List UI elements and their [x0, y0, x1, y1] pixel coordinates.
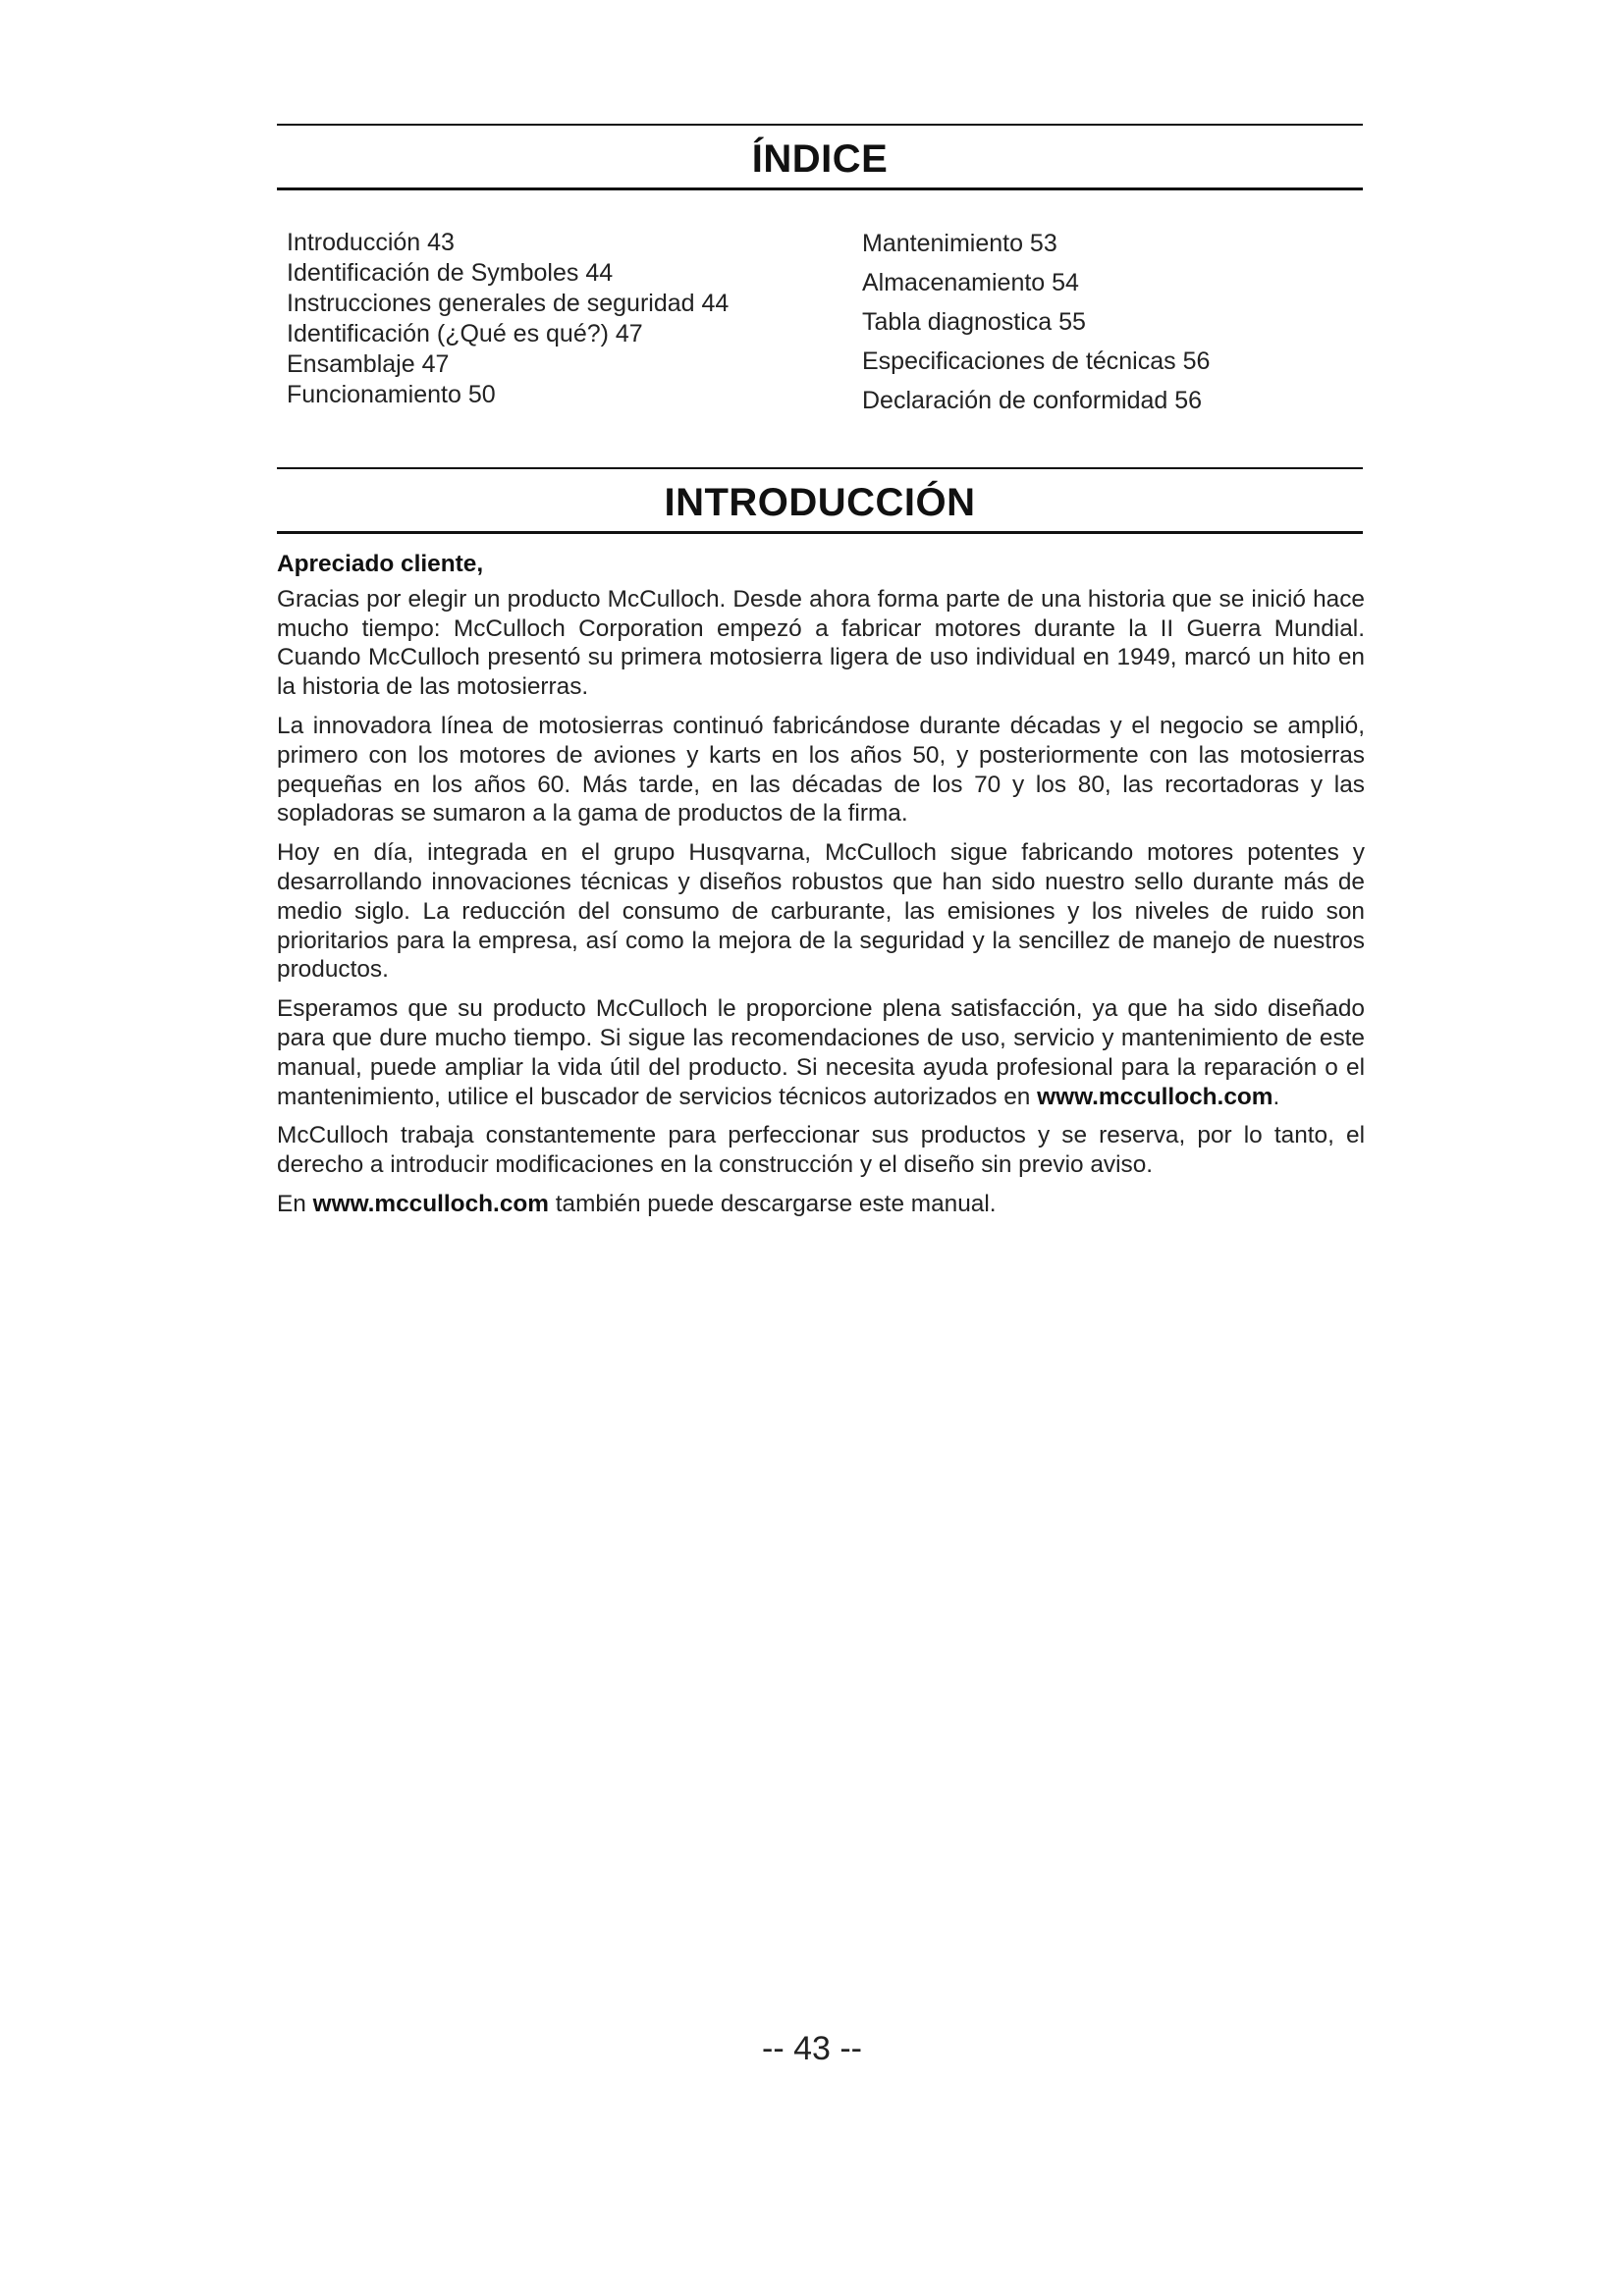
toc-left-column	[287, 228, 729, 410]
toc-item[interactable]: Especificaciones de técnicas 56	[862, 347, 1211, 375]
intro-top-rule	[277, 467, 1363, 469]
toc-right-column	[862, 224, 1210, 420]
intro-bottom-rule	[277, 531, 1363, 534]
website-link[interactable]: www.mcculloch.com	[312, 1190, 549, 1217]
website-link[interactable]: www.mcculloch.com	[1037, 1083, 1273, 1110]
paragraph: Gracias por elegir un producto McCulloch. Desde ahora forma parte de una historia que se inició hace mucho tiempo: McCulloch Corporation empezó a fabricar motores durante la II Guerra Mundial. Cuando McCulloch presentó su primera motosierra ligera de uso individual en 1949, marcó un hito en la historia de las motosierras.	[277, 585, 1365, 701]
toc-item[interactable]: Declaración de conformidad 56	[862, 387, 1203, 414]
paragraph	[277, 994, 1365, 1111]
paragraph: Hoy en día, integrada en el grupo Husqvarna, McCulloch sigue fabricando motores potentes y desarrollando innovaciones técnicas y diseños robustos que han sido nuestro sello durante más de medio siglo. La reducción del consumo de carburante, las emisiones y los niveles de ruido son prioritarios para la empresa, así como la mejora de la seguridad y la sencillez de manejo de nuestros productos.	[277, 839, 1365, 984]
toc-item[interactable]: Identificación (¿Qué es qué?) 47	[287, 320, 643, 347]
toc-item[interactable]: Instrucciones generales de seguridad 44	[287, 290, 730, 317]
paragraph	[277, 1190, 1365, 1219]
paragraph: La innovadora línea de motosierras continuó fabricándose durante décadas y el negocio se amplió, primero con los motores de aviones y karts en los años 50, y posteriormente con las motosierras pequeñas en los años 60. Más tarde, en las décadas de los 70 y los 80, las recortadoras y las sopladoras se sumaron a la gama de productos de la firma.	[277, 712, 1365, 828]
intro-title: INTRODUCCIÓN	[664, 481, 976, 524]
paragraph: McCulloch trabaja constantemente para perfeccionar sus productos y se reserva, por lo tanto, el derecho a introducir modificaciones en la construcción y el diseño sin previo aviso.	[277, 1122, 1365, 1179]
toc-item[interactable]: Ensamblaje 47	[287, 350, 450, 378]
toc-item[interactable]: Almacenamiento 54	[862, 269, 1079, 296]
index-title: ÍNDICE	[751, 137, 889, 181]
toc-item[interactable]: Identificación de Symboles 44	[287, 259, 614, 287]
paragraph-text: Esperamos que su producto McCulloch le proporcione plena satisfacción, ya que ha sido diseñado para que dure mucho tiempo. Si sigue las recomendaciones de uso, servicio y mantenimiento de este manual, puede ampliar la vida útil del producto. Si necesita ayuda profesional para la reparación o el mantenimiento, utilice el buscador de servicios técnicos autorizados en	[277, 995, 1365, 1110]
toc-item[interactable]: Funcionamiento 50	[287, 381, 496, 408]
toc-item[interactable]: Introducción 43	[287, 229, 455, 256]
paragraph-end: .	[1272, 1083, 1280, 1110]
toc-item[interactable]: Tabla diagnostica 55	[862, 308, 1086, 336]
paragraph-end: también puede descargarse este manual.	[548, 1190, 997, 1217]
index-top-rule	[277, 124, 1363, 126]
paragraph-start: En	[277, 1190, 313, 1217]
index-bottom-rule	[277, 187, 1363, 190]
toc-item[interactable]: Mantenimiento 53	[862, 230, 1057, 257]
page-number: -- 43 --	[762, 2030, 862, 2067]
intro-body	[277, 550, 1365, 1229]
greeting: Apreciado cliente,	[277, 551, 484, 577]
